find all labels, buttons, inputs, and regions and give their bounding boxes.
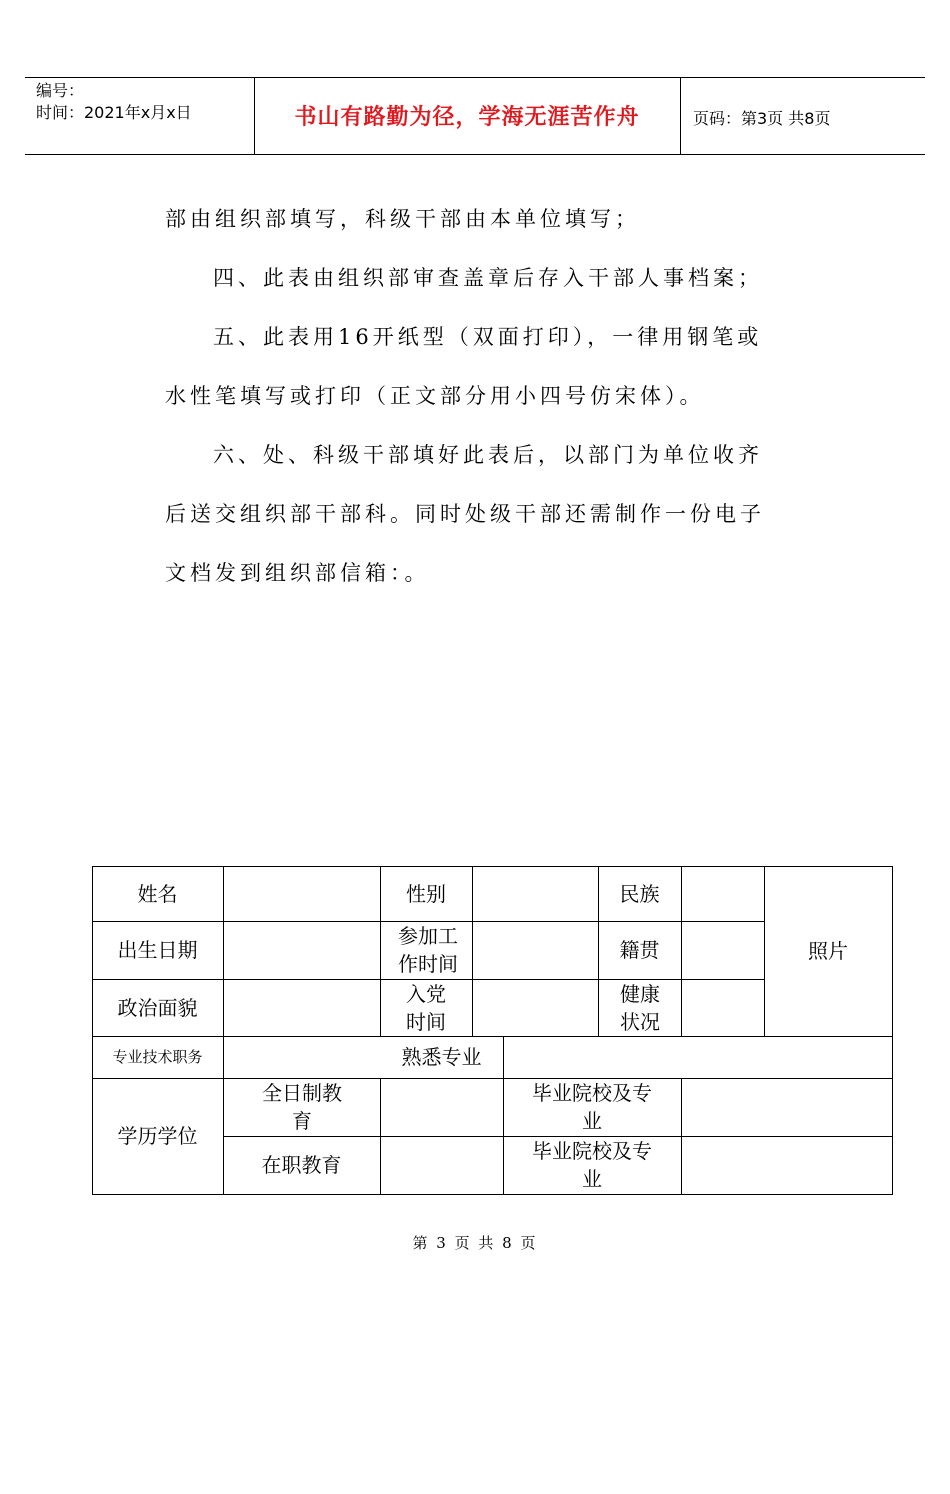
document-time-label: 时间：2021年x月x日 [36, 103, 192, 122]
label-native-place: 籍贯 [619, 938, 660, 962]
form-rule [92, 1194, 893, 1195]
label-birth-date: 出生日期 [117, 938, 198, 962]
form-rule [892, 866, 893, 1195]
label-education-degree: 学历学位 [117, 1124, 198, 1148]
paragraph-line: 文档发到组织部信箱：。 [165, 561, 430, 585]
header-meta [36, 80, 192, 124]
header-motto: 书山有路勤为径，学海无涯苦作舟 [294, 105, 640, 130]
header-top-rule [25, 77, 925, 78]
form-rule [681, 1079, 682, 1195]
document-number-label: 编号： [36, 81, 85, 100]
label-political-status: 政治面貌 [117, 995, 198, 1020]
form-rule [681, 866, 682, 1037]
label-familiar-major: 熟悉专业 [401, 1045, 482, 1069]
header-bottom-rule [25, 154, 925, 155]
paragraph-line: 六、处、科级干部填好此表后，以部门为单位收齐 [213, 443, 763, 467]
header-page-label: 页码：第3页 共8页 [693, 109, 831, 128]
form-rule [472, 866, 473, 1037]
cadre-info-form [92, 866, 893, 1494]
form-rule [503, 1036, 504, 1195]
label-tech-title: 专业技术职务 [112, 1048, 203, 1066]
paragraph-line: 四、此表由组织部审查盖章后存入干部人事档案； [213, 266, 763, 290]
label-name: 姓名 [137, 881, 178, 906]
paragraph-line: 后送交组织部干部科。同时处级干部还需制作一份电子 [165, 502, 765, 526]
label-fulltime-education: 全日制教育 [262, 1081, 342, 1133]
page-footer: 第 3 页 共 8 页 [412, 1234, 538, 1252]
label-gender: 性别 [406, 881, 446, 906]
label-photo: 照片 [808, 939, 848, 963]
header-divider-right [680, 77, 681, 155]
paragraph-line: 部由组织部填写，科级干部由本单位填写； [165, 207, 640, 231]
label-party-join-time: 入党时间 [406, 981, 446, 1034]
label-graduate-school-major: 毕业院校及专业 [532, 1139, 652, 1191]
paragraph-line: 五、此表用16开纸型（双面打印），一律用钢笔或 [213, 325, 763, 349]
label-ethnicity: 民族 [619, 881, 660, 906]
label-inservice-education: 在职教育 [261, 1153, 342, 1177]
label-work-start-time: 参加工作时间 [398, 924, 458, 976]
instructions-text [165, 190, 805, 603]
label-health-status: 健康状况 [620, 981, 660, 1034]
form-rule [380, 1079, 381, 1195]
paragraph-line: 水性笔填写或打印（正文部分用小四号仿宋体）。 [165, 384, 705, 408]
label-graduate-school-major: 毕业院校及专业 [532, 1081, 652, 1133]
